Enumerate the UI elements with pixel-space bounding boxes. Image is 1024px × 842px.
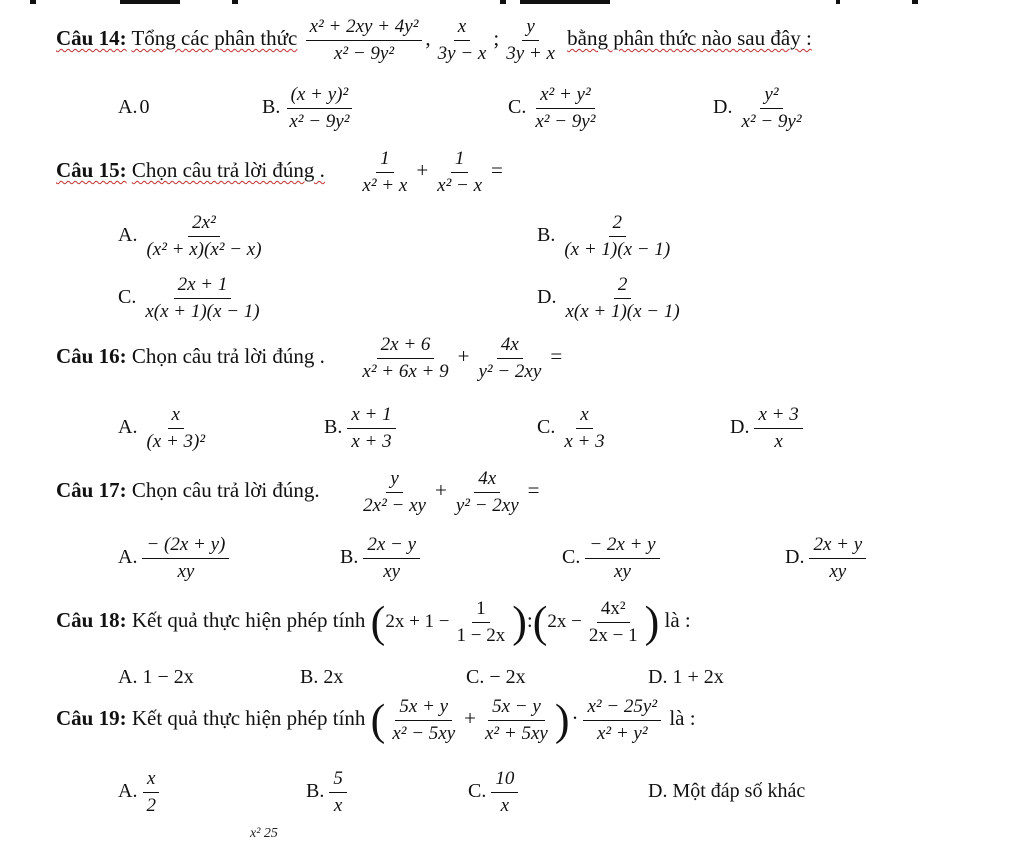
- fraction: $\frac{y}{\text{2x² − xy}}$: [363, 468, 426, 516]
- fraction: $\frac{\text{x² + 2xy + 4y²}}{\text{x² − 9y²}}$: [306, 16, 423, 65]
- option-b: B. $\frac{2}{(x + 1)(x - 1)}$: [537, 212, 671, 260]
- fraction: $\frac{1}{\text{x² + x}}$: [362, 148, 408, 196]
- question-text: Tổng các phân thức: [131, 26, 298, 51]
- option-c: C. − 2x: [466, 666, 526, 688]
- option-d: D. $\frac{2}{x(x + 1)(x - 1)}$: [537, 274, 680, 322]
- question-18: Câu 18: Kết quả thực hiện phép tính (2x + 1 − $\frac{1}{1 - 2x}$ ):(2x − $\frac{\text{4x²}}{2x - 1}$ ) là :: [56, 597, 691, 647]
- fraction: $\frac{1}{1 - 2x}$: [456, 598, 506, 646]
- option-d: D. 1 + 2x: [648, 666, 724, 688]
- question-label: Câu 16:: [56, 344, 127, 369]
- question-text: Kết quả thực hiện phép tính: [131, 608, 366, 633]
- question-text: Chọn câu trả lời đúng .: [131, 158, 325, 183]
- option-d: D. $\frac{x + 3}{x}$: [730, 404, 806, 453]
- option-a: A. 1 − 2x: [118, 666, 194, 688]
- fraction: $\frac{5x + y}{\text{x² − 5xy}}$: [392, 696, 456, 744]
- option-d: D. $\frac{\text{y²}}{\text{x² − 9y²}}$: [713, 84, 802, 132]
- fraction: $\frac{4x}{\text{y² − 2xy}}$: [455, 468, 519, 516]
- option-d: D. Một đáp số khác: [648, 780, 806, 802]
- option-b: B. $\frac{\text{(x + y)²}}{\text{x² − 9y²}}$: [262, 84, 356, 133]
- option-a: A. $\frac{x}{\text{(x + 3)²}}$: [118, 404, 206, 452]
- option-b: B. $\frac{2x - y}{xy}$: [340, 534, 423, 583]
- question-label: Câu 14:: [56, 26, 127, 51]
- option-a: A. 0: [118, 96, 150, 118]
- fraction: $\frac{1}{\text{x² − x}}$: [437, 148, 483, 196]
- question-text: Chọn câu trả lời đúng.: [131, 478, 320, 503]
- option-d: D. $\frac{2x + y}{xy}$: [785, 534, 869, 583]
- fraction: $\frac{x}{3y - x}$: [437, 16, 487, 64]
- question-tail: là :: [664, 608, 691, 633]
- question-14: Câu 14: Tổng các phân thức $\frac{\text{x² + 2xy + 4y²}}{\text{x² − 9y²}}$ , $\frac{x}{3y - x}$ ; $\frac{y}{3y + x}$ bằng phân thức nào sau đây :: [56, 16, 812, 64]
- fraction: $\frac{\text{x² − 25y²}}{\text{x² + y²}}$: [583, 696, 661, 745]
- question-15: Câu 15: Chọn câu trả lời đúng . $\frac{1}{\text{x² + x}}$ + $\frac{1}{\text{x² − x}}$ =: [56, 148, 503, 196]
- question-label: Câu 15:: [56, 158, 127, 183]
- option-c: C. $\frac{- 2x + y}{xy}$: [562, 534, 663, 583]
- option-c: C. $\frac{2x + 1}{x(x + 1)(x - 1)}$: [118, 274, 260, 322]
- question-tail: bằng phân thức nào sau đây :: [567, 26, 812, 51]
- option-c: C. $\frac{x}{x + 3}$: [537, 404, 605, 452]
- question-17: Câu 17: Chọn câu trả lời đúng. $\frac{y}{\text{2x² − xy}}$ + $\frac{4x}{\text{y² − 2xy}}$ =: [56, 468, 540, 516]
- option-b: B. $\frac{x + 1}{x + 3}$: [324, 404, 399, 453]
- question-text: Chọn câu trả lời đúng .: [131, 344, 325, 369]
- option-b: B. $\frac{5}{x}$: [306, 768, 350, 817]
- question-text: Kết quả thực hiện phép tính: [131, 706, 366, 731]
- option-a: A. $\frac{\text{2x²}}{\text{(x² + x)(x² − x)}}$: [118, 212, 262, 260]
- question-19: Câu 19: Kết quả thực hiện phép tính ( $\frac{5x + y}{\text{x² − 5xy}}$ + $\frac{5x - y}{\text{x² + 5xy}}$ )· $\frac{\text{x² − 25y²}}{\text{x² + y²}}$ là :: [56, 695, 696, 745]
- option-c: C. $\frac{\text{x² + y²}}{\text{x² − 9y²}}$: [508, 84, 596, 132]
- option-a: A. $\frac{x}{2}$: [118, 768, 163, 817]
- question-16: Câu 16: Chọn câu trả lời đúng . $\frac{2x + 6}{\text{x² + 6x + 9}}$ + $\frac{4x}{\text{y² − 2xy}}$ =: [56, 334, 563, 382]
- fraction: $\frac{5x - y}{\text{x² + 5xy}}$: [485, 696, 548, 744]
- option-c: C. $\frac{10}{x}$: [468, 768, 521, 817]
- fraction: $\frac{y}{3y + x}$: [506, 16, 555, 64]
- fraction: $\frac{4x}{\text{y² − 2xy}}$: [478, 334, 542, 382]
- option-a: A. $\frac{- (2x + y)}{xy}$: [118, 534, 232, 583]
- cut-off-fragment: x² 25: [250, 826, 278, 841]
- fraction: $\frac{\text{4x²}}{2x - 1}$: [588, 598, 638, 646]
- fraction: $\frac{2x + 6}{\text{x² + 6x + 9}}$: [362, 334, 449, 382]
- top-fragment: [0, 0, 1024, 8]
- question-label: Câu 19:: [56, 706, 127, 731]
- question-label: Câu 17:: [56, 478, 127, 503]
- option-b: B. 2x: [300, 666, 344, 688]
- question-label: Câu 18:: [56, 608, 127, 633]
- question-tail: là :: [669, 706, 696, 731]
